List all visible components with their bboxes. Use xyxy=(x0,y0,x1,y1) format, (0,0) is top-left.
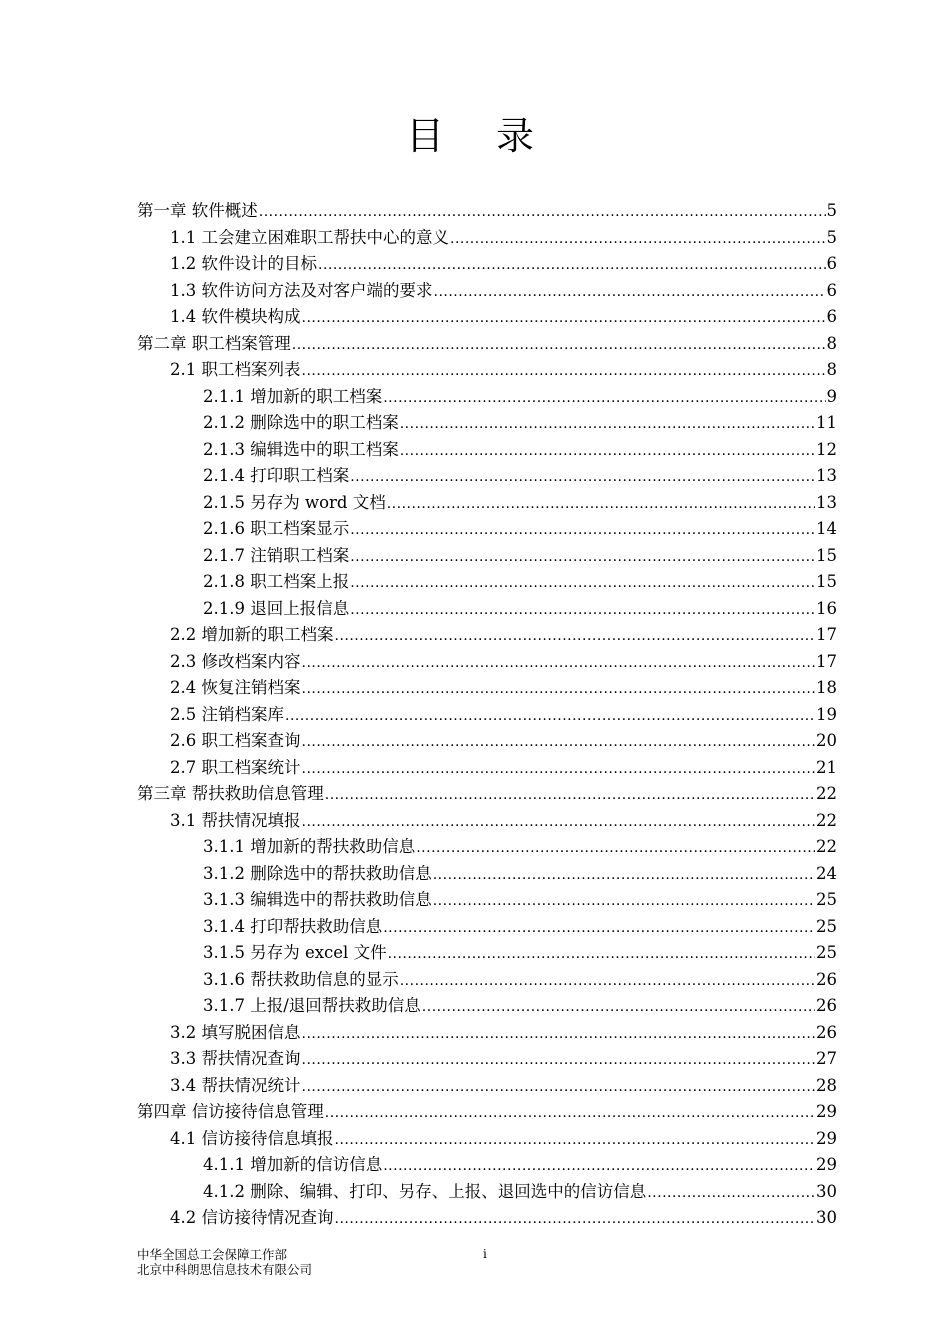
toc-dot-leader xyxy=(387,491,815,518)
toc-entry-page: 13 xyxy=(816,492,837,512)
toc-dot-leader xyxy=(433,862,815,889)
toc-dot-leader xyxy=(434,279,826,306)
table-of-contents xyxy=(137,198,837,1232)
toc-entry-page: 22 xyxy=(816,837,837,856)
toc-entry[interactable] xyxy=(137,1126,837,1153)
toc-entry-page: 13 xyxy=(816,466,837,485)
toc-entry-text: 2.1.4 打印职工档案 xyxy=(203,466,350,485)
toc-entry-text: 1.3 软件访问方法及对客户端的要求 xyxy=(170,280,433,300)
toc-entry-page: 25 xyxy=(816,943,837,962)
toc-dot-leader xyxy=(302,1047,816,1074)
toc-entry-page: 6 xyxy=(826,307,837,326)
toc-entry-page: 12 xyxy=(816,439,837,459)
toc-dot-leader xyxy=(302,358,826,385)
toc-entry[interactable] xyxy=(137,781,837,808)
footer-organizations xyxy=(137,1247,312,1277)
toc-entry-text: 2.1.7 注销职工档案 xyxy=(203,545,350,565)
toc-entry-text: 1.4 软件模块构成 xyxy=(170,307,301,326)
toc-entry-text: 3.3 帮扶情况查询 xyxy=(170,1049,301,1068)
toc-entry[interactable] xyxy=(137,861,837,888)
toc-dot-leader xyxy=(350,570,815,597)
toc-entry[interactable] xyxy=(137,331,837,358)
toc-entry-text: 第一章 软件概述 xyxy=(137,201,258,220)
toc-entry[interactable] xyxy=(137,834,837,861)
toc-entry[interactable] xyxy=(137,940,837,967)
toc-entry-page: 14 xyxy=(816,519,837,538)
toc-entry[interactable] xyxy=(137,1073,837,1100)
toc-entry[interactable] xyxy=(137,278,837,305)
toc-entry[interactable] xyxy=(137,887,837,914)
toc-entry-text: 2.7 职工档案统计 xyxy=(170,757,301,777)
footer-org-line1: 中华全国总工会保障工作部 xyxy=(137,1247,288,1262)
toc-entry[interactable] xyxy=(137,622,837,649)
toc-entry-text: 2.3 修改档案内容 xyxy=(170,651,301,671)
toc-entry[interactable] xyxy=(137,649,837,676)
toc-entry-page: 25 xyxy=(816,916,837,936)
toc-entry-text: 2.6 职工档案查询 xyxy=(170,731,301,750)
toc-entry-page: 29 xyxy=(816,1155,837,1174)
toc-dot-leader xyxy=(302,809,816,836)
toc-entry-text: 2.1 职工档案列表 xyxy=(170,360,301,379)
toc-dot-leader xyxy=(422,994,815,1021)
toc-entry-page: 6 xyxy=(826,280,837,300)
toc-entry-page: 8 xyxy=(826,333,837,353)
toc-entry-text: 2.2 增加新的职工档案 xyxy=(170,625,334,644)
toc-entry-page: 26 xyxy=(816,1022,837,1042)
toc-dot-leader xyxy=(302,729,816,756)
toc-entry-text: 2.1.9 退回上报信息 xyxy=(203,598,350,618)
toc-dot-leader xyxy=(335,1206,816,1233)
toc-dot-leader xyxy=(383,915,815,942)
toc-entry-page: 30 xyxy=(816,1208,837,1227)
toc-entry[interactable] xyxy=(137,357,837,384)
toc-entry-page: 18 xyxy=(816,678,837,697)
toc-dot-leader xyxy=(400,438,815,465)
toc-entry-page: 19 xyxy=(816,704,837,724)
toc-entry-page: 8 xyxy=(826,360,837,379)
toc-entry[interactable] xyxy=(137,1020,837,1047)
toc-entry[interactable] xyxy=(137,304,837,331)
toc-entry-page: 24 xyxy=(816,863,837,883)
toc-entry-page: 16 xyxy=(816,598,837,618)
toc-dot-leader xyxy=(302,305,826,332)
toc-dot-leader xyxy=(450,226,826,253)
toc-entry-page: 27 xyxy=(816,1049,837,1068)
toc-entry[interactable] xyxy=(137,384,837,411)
toc-entry[interactable] xyxy=(137,1205,837,1232)
toc-entry-text: 2.1.1 增加新的职工档案 xyxy=(203,386,383,406)
toc-entry-page: 26 xyxy=(816,969,837,989)
toc-entry-text: 3.1.4 打印帮扶救助信息 xyxy=(203,916,383,936)
toc-entry-text: 2.1.3 编辑选中的职工档案 xyxy=(203,439,399,459)
toc-entry[interactable] xyxy=(137,728,837,755)
toc-entry-page: 11 xyxy=(816,413,837,432)
toc-entry[interactable] xyxy=(137,755,837,782)
toc-entry-page: 29 xyxy=(816,1128,837,1148)
toc-entry-text: 第二章 职工档案管理 xyxy=(137,333,291,353)
toc-entry[interactable] xyxy=(137,1152,837,1179)
toc-dot-leader xyxy=(318,252,826,279)
toc-entry[interactable] xyxy=(137,569,837,596)
toc-dot-leader xyxy=(325,1100,815,1127)
toc-dot-leader xyxy=(400,411,815,438)
toc-entry-page: 26 xyxy=(816,996,837,1015)
toc-dot-leader xyxy=(350,597,815,624)
toc-dot-leader xyxy=(302,676,816,703)
toc-entry-text: 3.1 帮扶情况填报 xyxy=(170,810,301,830)
toc-entry-page: 9 xyxy=(826,386,837,406)
toc-entry-text: 第四章 信访接待信息管理 xyxy=(137,1102,324,1121)
toc-entry[interactable] xyxy=(137,437,837,464)
toc-dot-leader xyxy=(383,385,825,412)
toc-dot-leader xyxy=(350,544,815,571)
toc-entry-text: 4.2 信访接待情况查询 xyxy=(170,1208,334,1227)
toc-entry[interactable] xyxy=(137,410,837,437)
toc-entry-page: 21 xyxy=(816,757,837,777)
toc-entry[interactable] xyxy=(137,225,837,252)
toc-dot-leader xyxy=(350,464,815,491)
toc-entry-text: 2.1.6 职工档案显示 xyxy=(203,519,350,538)
toc-entry-text: 3.2 填写脱困信息 xyxy=(170,1022,301,1042)
toc-entry-page: 17 xyxy=(816,651,837,671)
toc-dot-leader xyxy=(416,835,815,862)
toc-entry-page: 15 xyxy=(816,572,837,591)
toc-entry-text: 2.1.8 职工档案上报 xyxy=(203,572,350,591)
toc-entry[interactable] xyxy=(137,490,837,517)
footer-page-number: i xyxy=(483,1247,487,1261)
toc-entry-text: 3.1.2 删除选中的帮扶救助信息 xyxy=(203,863,432,883)
toc-entry-text: 2.5 注销档案库 xyxy=(170,704,284,724)
toc-entry-page: 20 xyxy=(816,731,837,750)
toc-entry[interactable] xyxy=(137,543,837,570)
footer-org-line2: 北京中科朗思信息技术有限公司 xyxy=(137,1262,313,1277)
toc-dot-leader xyxy=(433,888,815,915)
toc-dot-leader xyxy=(383,1153,815,1180)
toc-dot-leader xyxy=(388,941,815,968)
toc-entry-text: 2.1.2 删除选中的职工档案 xyxy=(203,413,399,432)
toc-entry-text: 2.1.5 另存为 word 文档 xyxy=(203,492,386,512)
toc-entry[interactable] xyxy=(137,251,837,278)
toc-entry[interactable] xyxy=(137,702,837,729)
toc-entry-page: 17 xyxy=(816,625,837,644)
toc-entry-text: 4.1.1 增加新的信访信息 xyxy=(203,1155,383,1174)
toc-entry-page: 22 xyxy=(816,784,837,803)
toc-dot-leader xyxy=(335,1127,816,1154)
toc-entry-page: 30 xyxy=(816,1181,837,1201)
toc-entry[interactable] xyxy=(137,967,837,994)
toc-dot-leader xyxy=(350,517,815,544)
toc-dot-leader xyxy=(400,968,815,995)
toc-entry-text: 3.1.7 上报/退回帮扶救助信息 xyxy=(203,996,421,1015)
toc-entry-text: 3.1.1 增加新的帮扶救助信息 xyxy=(203,837,416,856)
toc-dot-leader xyxy=(302,650,816,677)
toc-dot-leader xyxy=(302,1021,816,1048)
toc-entry[interactable] xyxy=(137,1099,837,1126)
toc-dot-leader xyxy=(647,1180,815,1207)
toc-entry-text: 4.1 信访接待信息填报 xyxy=(170,1128,334,1148)
toc-entry-page: 29 xyxy=(816,1102,837,1121)
toc-dot-leader xyxy=(335,623,816,650)
toc-entry[interactable] xyxy=(137,463,837,490)
toc-title: 目 录 xyxy=(405,114,545,158)
toc-entry-page: 6 xyxy=(826,254,837,273)
toc-entry[interactable] xyxy=(137,198,837,225)
toc-entry[interactable] xyxy=(137,596,837,623)
toc-entry-text: 3.1.6 帮扶救助信息的显示 xyxy=(203,969,399,989)
toc-entry[interactable] xyxy=(137,516,837,543)
toc-entry-text: 4.1.2 删除、编辑、打印、另存、上报、退回选中的信访信息 xyxy=(203,1181,647,1201)
toc-dot-leader xyxy=(325,782,815,809)
toc-entry-page: 22 xyxy=(816,810,837,830)
toc-entry-text: 1.2 软件设计的目标 xyxy=(170,254,317,273)
toc-entry-text: 1.1 工会建立困难职工帮扶中心的意义 xyxy=(170,227,449,247)
toc-dot-leader xyxy=(302,756,816,783)
toc-entry-page: 5 xyxy=(826,227,837,247)
toc-dot-leader xyxy=(285,703,815,730)
toc-entry-text: 第三章 帮扶救助信息管理 xyxy=(137,784,324,803)
toc-entry-text: 3.4 帮扶情况统计 xyxy=(170,1075,301,1095)
toc-entry[interactable] xyxy=(137,914,837,941)
toc-entry[interactable] xyxy=(137,1179,837,1206)
toc-entry[interactable] xyxy=(137,808,837,835)
toc-entry[interactable] xyxy=(137,675,837,702)
toc-entry-page: 25 xyxy=(816,890,837,909)
toc-entry-page: 15 xyxy=(816,545,837,565)
toc-entry[interactable] xyxy=(137,993,837,1020)
toc-entry-text: 2.4 恢复注销档案 xyxy=(170,678,301,697)
toc-entry-text: 3.1.3 编辑选中的帮扶救助信息 xyxy=(203,890,432,909)
toc-dot-leader xyxy=(259,199,826,226)
toc-entry-text: 3.1.5 另存为 excel 文件 xyxy=(203,943,387,962)
toc-entry-page: 28 xyxy=(816,1075,837,1095)
toc-entry-page: 5 xyxy=(826,201,837,220)
toc-dot-leader xyxy=(302,1074,816,1101)
toc-entry[interactable] xyxy=(137,1046,837,1073)
toc-dot-leader xyxy=(292,332,826,359)
